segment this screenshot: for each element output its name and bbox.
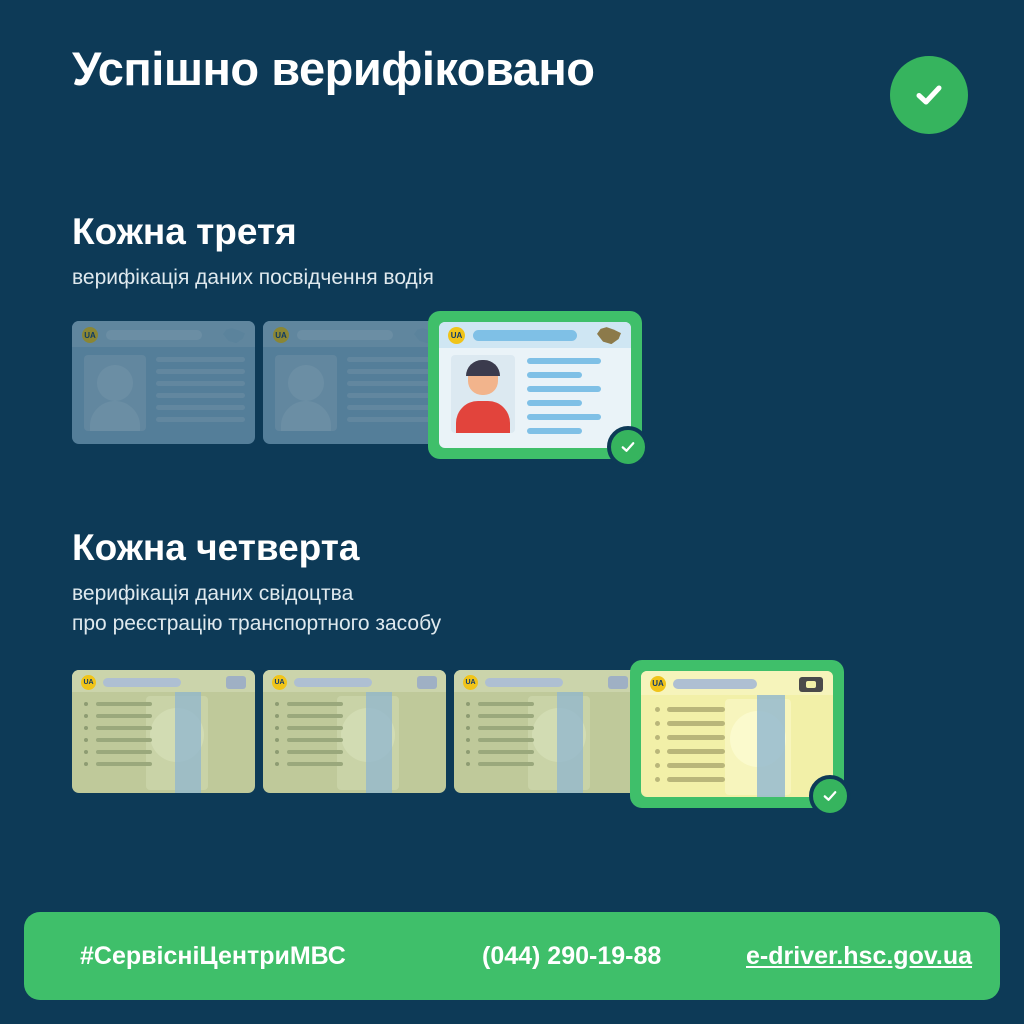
section-2-subtitle-line1: верифікація даних свідоцтва [72,581,354,605]
vehicle-registration-card-highlighted [630,660,844,808]
driver-licence-card [72,321,255,444]
card-text-lines [287,702,343,774]
card-title-bar [297,330,393,340]
portrait-photo [451,355,515,433]
chip-icon [799,677,823,692]
footer-phone[interactable]: (044) 290-19-88 [482,941,662,970]
driver-licence-card-highlighted [428,311,642,459]
header [72,44,968,132]
portrait-placeholder [275,355,337,431]
card-text-lines [156,357,245,429]
security-stripe [175,692,201,793]
card-title-bar [294,678,372,687]
section-vehicle-registration [72,528,968,820]
section-1-subtitle: верифікація даних посвідчення водія [72,265,434,289]
ua-emblem-icon: UA [81,675,96,690]
card-bullet-dots [466,702,471,774]
footer-bar [24,912,1000,1000]
page-title: Успішно верифіковано [72,42,595,95]
footer-website-link[interactable]: e-driver.hsc.gov.ua [746,941,973,970]
card-text-lines [478,702,534,774]
card-title-bar [485,678,563,687]
driver-licence-card-row [72,311,968,471]
driver-licence-card-front [439,322,631,448]
card-bullet-dots [84,702,89,774]
card-bullet-dots [655,707,660,791]
card-title-bar [106,330,202,340]
card-bullet-dots [275,702,280,774]
ua-emblem-icon: UA [650,676,666,692]
driver-licence-card [263,321,446,444]
card-text-lines [527,358,619,442]
portrait-placeholder [84,355,146,431]
vehicle-registration-card [454,670,637,793]
footer-hashtag: #СервісніЦентриМВС [80,941,346,970]
security-stripe [366,692,392,793]
check-circle-icon [890,56,968,134]
chip-icon [608,676,628,689]
vehicle-registration-card [263,670,446,793]
section-2-subtitle-line2: про реєстрацію транспортного засобу [72,612,442,636]
vehicle-registration-card-front [641,671,833,797]
verified-check-icon [607,426,649,468]
ua-emblem-icon: UA [272,675,287,690]
portrait-hair [466,360,500,376]
vehicle-registration-card-row [72,660,968,820]
section-2-title: Кожна четверта [72,527,360,568]
ua-emblem-icon: UA [82,327,98,343]
chip-icon [417,676,437,689]
security-stripe [557,692,583,793]
section-driver-licence [72,212,968,471]
card-text-lines [347,357,436,429]
vehicle-registration-card [72,670,255,793]
verified-check-icon [809,775,851,817]
card-title-bar [473,330,577,341]
ua-emblem-icon: UA [448,327,465,344]
card-title-bar [103,678,181,687]
portrait-body [456,401,510,433]
section-1-title: Кожна третя [72,211,297,252]
card-text-lines [96,702,152,774]
card-title-bar [673,679,757,689]
ua-emblem-icon: UA [463,675,478,690]
security-stripe [757,695,785,797]
chip-icon [226,676,246,689]
ua-emblem-icon: UA [273,327,289,343]
card-text-lines [667,707,725,791]
